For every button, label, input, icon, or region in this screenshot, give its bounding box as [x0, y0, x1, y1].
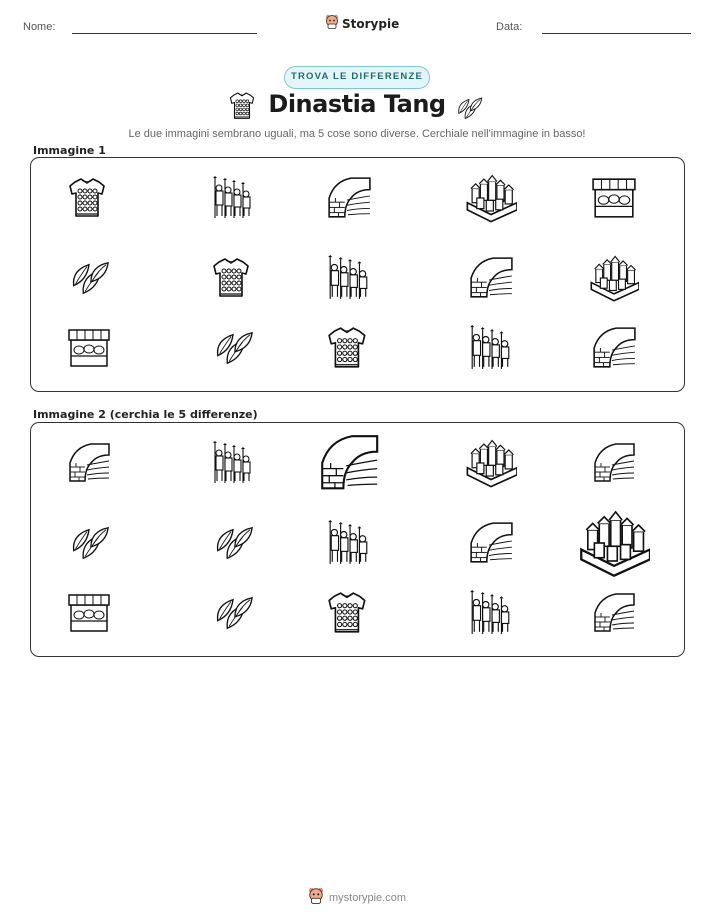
image1-label: Immagine 1	[33, 144, 106, 157]
soldiers-icon[interactable]	[326, 520, 372, 566]
bear-mascot-icon	[325, 14, 339, 34]
city-icon	[589, 253, 639, 303]
city-icon	[465, 172, 517, 224]
soldiers-icon	[326, 255, 372, 301]
tea-leaves-icon[interactable]	[212, 522, 254, 564]
brand-name: Storypie	[342, 17, 400, 31]
image1-panel	[30, 157, 685, 392]
market-stall-icon	[591, 175, 637, 221]
footer-url[interactable]: mystorypie.com	[329, 892, 407, 904]
name-field-line[interactable]	[72, 33, 257, 34]
armor-icon	[326, 325, 372, 371]
brand-logo	[325, 14, 399, 34]
tea-leaves-icon[interactable]	[68, 522, 110, 564]
tea-leaves-icon	[68, 257, 110, 299]
bridge-icon[interactable]	[318, 432, 380, 494]
image2-label: Immagine 2 (cerchia le 5 differenze)	[33, 408, 258, 421]
instructions: Le due immagini sembrano uguali, ma 5 cose sono diverse. Cerchiale nell'immagine in basso!	[128, 128, 586, 140]
bridge-icon	[468, 255, 514, 301]
date-field-line[interactable]	[542, 33, 691, 34]
title-tea-leaves-icon	[455, 94, 483, 125]
image2-panel[interactable]	[30, 422, 685, 657]
market-stall-icon	[67, 326, 111, 370]
bear-mascot-icon	[308, 887, 324, 909]
bridge-icon	[326, 175, 372, 221]
tea-leaves-icon	[212, 327, 254, 369]
armor-icon	[211, 256, 255, 300]
market-stall-icon[interactable]	[67, 591, 111, 635]
name-label: Nome:	[23, 21, 56, 33]
soldiers-icon	[211, 176, 255, 220]
bridge-icon[interactable]	[468, 520, 514, 566]
armor-icon	[67, 176, 111, 220]
bridge-icon[interactable]	[67, 441, 111, 485]
city-icon[interactable]	[465, 437, 517, 489]
bridge-icon	[591, 325, 637, 371]
soldiers-icon	[468, 325, 514, 371]
date-label: Data:	[496, 21, 523, 33]
soldiers-icon[interactable]	[211, 441, 255, 485]
footer	[308, 887, 406, 909]
soldiers-icon[interactable]	[468, 590, 514, 636]
armor-icon[interactable]	[326, 590, 372, 636]
activity-badge: TROVA LE DIFFERENZE	[284, 66, 430, 89]
bridge-icon[interactable]	[592, 591, 636, 635]
tea-leaves-icon[interactable]	[212, 592, 254, 634]
bridge-icon[interactable]	[592, 441, 636, 485]
title-armor-icon	[228, 91, 256, 126]
page-title: Dinastia Tang	[268, 90, 446, 118]
city-icon[interactable]	[578, 507, 650, 579]
